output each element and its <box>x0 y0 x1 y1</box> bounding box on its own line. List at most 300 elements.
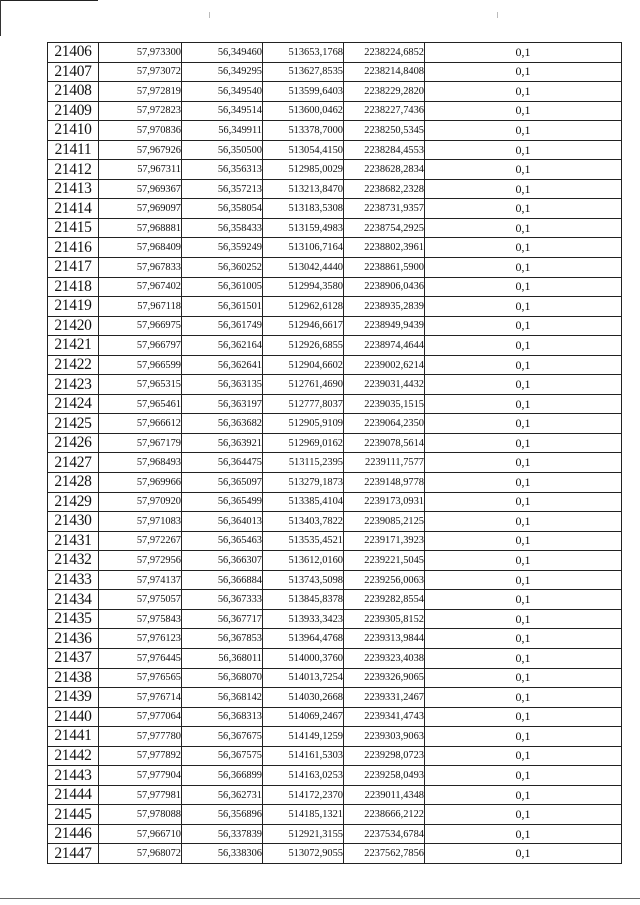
x-coordinate-cell: 513403,7822 <box>263 512 344 532</box>
point-number-cell: 21428 <box>48 473 99 493</box>
table-row <box>48 218 622 238</box>
table-row <box>48 805 622 825</box>
y-coordinate-cell: 2239305,8152 <box>344 609 425 629</box>
accuracy-cell: 0,1 <box>425 746 622 766</box>
x-coordinate-cell: 513612,0160 <box>263 551 344 571</box>
x-coordinate-cell: 512905,9109 <box>263 414 344 434</box>
table-row <box>48 160 622 180</box>
longitude-cell: 56,367575 <box>182 746 263 766</box>
x-coordinate-cell: 513653,1768 <box>263 43 344 63</box>
point-number-cell: 21447 <box>48 844 99 864</box>
latitude-cell: 57,966612 <box>99 414 182 434</box>
table-row <box>48 648 622 668</box>
table-row <box>48 668 622 688</box>
longitude-cell: 56,363197 <box>182 394 263 414</box>
accuracy-cell: 0,1 <box>425 82 622 102</box>
point-number-cell: 21408 <box>48 82 99 102</box>
y-coordinate-cell: 2239323,4038 <box>344 648 425 668</box>
x-coordinate-cell: 514149,1259 <box>263 727 344 747</box>
table-row <box>48 727 622 747</box>
point-number-cell: 21420 <box>48 316 99 336</box>
y-coordinate-cell: 2239002,6214 <box>344 355 425 375</box>
y-coordinate-cell: 2239031,4432 <box>344 375 425 395</box>
x-coordinate-cell: 513183,5308 <box>263 199 344 219</box>
y-coordinate-cell: 2239256,0063 <box>344 570 425 590</box>
y-coordinate-cell: 2239148,9778 <box>344 473 425 493</box>
table-row <box>48 62 622 82</box>
table-row <box>48 414 622 434</box>
point-number-cell: 21407 <box>48 62 99 82</box>
y-coordinate-cell: 2239085,2125 <box>344 512 425 532</box>
accuracy-cell: 0,1 <box>425 824 622 844</box>
table-row <box>48 551 622 571</box>
point-number-cell: 21436 <box>48 629 99 649</box>
longitude-cell: 56,363682 <box>182 414 263 434</box>
scan-edge-line <box>0 898 640 899</box>
latitude-cell: 57,966710 <box>99 824 182 844</box>
y-coordinate-cell: 2239064,2350 <box>344 414 425 434</box>
longitude-cell: 56,356313 <box>182 160 263 180</box>
x-coordinate-cell: 513627,8535 <box>263 62 344 82</box>
point-number-cell: 21410 <box>48 121 99 141</box>
table-row <box>48 277 622 297</box>
latitude-cell: 57,970920 <box>99 492 182 512</box>
longitude-cell: 56,361005 <box>182 277 263 297</box>
point-number-cell: 21438 <box>48 668 99 688</box>
point-number-cell: 21442 <box>48 746 99 766</box>
table-row <box>48 316 622 336</box>
table-row <box>48 179 622 199</box>
latitude-cell: 57,968881 <box>99 218 182 238</box>
point-number-cell: 21415 <box>48 218 99 238</box>
table-row <box>48 140 622 160</box>
point-number-cell: 21411 <box>48 140 99 160</box>
x-coordinate-cell: 512946,6617 <box>263 316 344 336</box>
y-coordinate-cell: 2239313,9844 <box>344 629 425 649</box>
longitude-cell: 56,349295 <box>182 62 263 82</box>
point-number-cell: 21412 <box>48 160 99 180</box>
latitude-cell: 57,965315 <box>99 375 182 395</box>
accuracy-cell: 0,1 <box>425 785 622 805</box>
point-number-cell: 21413 <box>48 179 99 199</box>
x-coordinate-cell: 512777,8037 <box>263 394 344 414</box>
longitude-cell: 56,367853 <box>182 629 263 649</box>
x-coordinate-cell: 514163,0253 <box>263 766 344 786</box>
point-number-cell: 21446 <box>48 824 99 844</box>
longitude-cell: 56,361749 <box>182 316 263 336</box>
longitude-cell: 56,364013 <box>182 512 263 532</box>
table-row <box>48 43 622 63</box>
y-coordinate-cell: 2239341,4743 <box>344 707 425 727</box>
x-coordinate-cell: 513535,4521 <box>263 531 344 551</box>
x-coordinate-cell: 512761,4690 <box>263 375 344 395</box>
x-coordinate-cell: 514013,7254 <box>263 668 344 688</box>
accuracy-cell: 0,1 <box>425 727 622 747</box>
point-number-cell: 21433 <box>48 570 99 590</box>
point-number-cell: 21406 <box>48 43 99 63</box>
x-coordinate-cell: 513213,8470 <box>263 179 344 199</box>
table-row <box>48 707 622 727</box>
y-coordinate-cell: 2238682,2328 <box>344 179 425 199</box>
table-row <box>48 609 622 629</box>
y-coordinate-cell: 2238666,2122 <box>344 805 425 825</box>
point-number-cell: 21439 <box>48 688 99 708</box>
x-coordinate-cell: 513159,4983 <box>263 218 344 238</box>
table-row <box>48 355 622 375</box>
y-coordinate-cell: 2238731,9357 <box>344 199 425 219</box>
longitude-cell: 56,368011 <box>182 648 263 668</box>
latitude-cell: 57,976714 <box>99 688 182 708</box>
latitude-cell: 57,967311 <box>99 160 182 180</box>
table-row <box>48 473 622 493</box>
y-coordinate-cell: 2239258,0493 <box>344 766 425 786</box>
point-number-cell: 21422 <box>48 355 99 375</box>
accuracy-cell: 0,1 <box>425 277 622 297</box>
longitude-cell: 56,360252 <box>182 258 263 278</box>
y-coordinate-cell: 2238906,0436 <box>344 277 425 297</box>
longitude-cell: 56,361501 <box>182 297 263 317</box>
accuracy-cell: 0,1 <box>425 766 622 786</box>
table-row <box>48 433 622 453</box>
accuracy-cell: 0,1 <box>425 609 622 629</box>
x-coordinate-cell: 512985,0029 <box>263 160 344 180</box>
accuracy-cell: 0,1 <box>425 121 622 141</box>
y-coordinate-cell: 2238802,3961 <box>344 238 425 258</box>
latitude-cell: 57,977904 <box>99 766 182 786</box>
scan-edge-line <box>0 0 98 1</box>
y-coordinate-cell: 2239078,5614 <box>344 433 425 453</box>
table-row <box>48 531 622 551</box>
scan-mark <box>209 12 210 18</box>
latitude-cell: 57,975843 <box>99 609 182 629</box>
latitude-cell: 57,966599 <box>99 355 182 375</box>
longitude-cell: 56,366899 <box>182 766 263 786</box>
latitude-cell: 57,972267 <box>99 531 182 551</box>
latitude-cell: 57,968409 <box>99 238 182 258</box>
longitude-cell: 56,365097 <box>182 473 263 493</box>
accuracy-cell: 0,1 <box>425 590 622 610</box>
latitude-cell: 57,972819 <box>99 82 182 102</box>
accuracy-cell: 0,1 <box>425 160 622 180</box>
point-number-cell: 21437 <box>48 648 99 668</box>
accuracy-cell: 0,1 <box>425 707 622 727</box>
x-coordinate-cell: 514172,2370 <box>263 785 344 805</box>
y-coordinate-cell: 2238861,5900 <box>344 258 425 278</box>
point-number-cell: 21444 <box>48 785 99 805</box>
longitude-cell: 56,367717 <box>182 609 263 629</box>
x-coordinate-cell: 514030,2668 <box>263 688 344 708</box>
y-coordinate-cell: 2239282,8554 <box>344 590 425 610</box>
accuracy-cell: 0,1 <box>425 238 622 258</box>
latitude-cell: 57,969367 <box>99 179 182 199</box>
point-number-cell: 21418 <box>48 277 99 297</box>
longitude-cell: 56,349460 <box>182 43 263 63</box>
y-coordinate-cell: 2239298,0723 <box>344 746 425 766</box>
scan-edge-line <box>0 0 1 36</box>
longitude-cell: 56,363135 <box>182 375 263 395</box>
latitude-cell: 57,977064 <box>99 707 182 727</box>
longitude-cell: 56,367333 <box>182 590 263 610</box>
accuracy-cell: 0,1 <box>425 199 622 219</box>
point-number-cell: 21416 <box>48 238 99 258</box>
accuracy-cell: 0,1 <box>425 512 622 532</box>
y-coordinate-cell: 2239326,9065 <box>344 668 425 688</box>
longitude-cell: 56,366884 <box>182 570 263 590</box>
longitude-cell: 56,337839 <box>182 824 263 844</box>
table-row <box>48 746 622 766</box>
accuracy-cell: 0,1 <box>425 394 622 414</box>
table-row <box>48 82 622 102</box>
accuracy-cell: 0,1 <box>425 414 622 434</box>
point-number-cell: 21435 <box>48 609 99 629</box>
point-number-cell: 21423 <box>48 375 99 395</box>
latitude-cell: 57,967402 <box>99 277 182 297</box>
latitude-cell: 57,969097 <box>99 199 182 219</box>
latitude-cell: 57,973300 <box>99 43 182 63</box>
y-coordinate-cell: 2238754,2925 <box>344 218 425 238</box>
y-coordinate-cell: 2239331,2467 <box>344 688 425 708</box>
latitude-cell: 57,976123 <box>99 629 182 649</box>
accuracy-cell: 0,1 <box>425 531 622 551</box>
y-coordinate-cell: 2238214,8408 <box>344 62 425 82</box>
longitude-cell: 56,367675 <box>182 727 263 747</box>
table-row <box>48 688 622 708</box>
x-coordinate-cell: 513933,3423 <box>263 609 344 629</box>
table-row <box>48 629 622 649</box>
point-number-cell: 21419 <box>48 297 99 317</box>
table-row <box>48 453 622 473</box>
accuracy-cell: 0,1 <box>425 336 622 356</box>
point-number-cell: 21409 <box>48 101 99 121</box>
longitude-cell: 56,349540 <box>182 82 263 102</box>
table-row <box>48 512 622 532</box>
accuracy-cell: 0,1 <box>425 43 622 63</box>
table-row <box>48 766 622 786</box>
y-coordinate-cell: 2238935,2839 <box>344 297 425 317</box>
x-coordinate-cell: 512921,3155 <box>263 824 344 844</box>
y-coordinate-cell: 2239303,9063 <box>344 727 425 747</box>
latitude-cell: 57,977892 <box>99 746 182 766</box>
y-coordinate-cell: 2237562,7856 <box>344 844 425 864</box>
longitude-cell: 56,350500 <box>182 140 263 160</box>
accuracy-cell: 0,1 <box>425 297 622 317</box>
accuracy-cell: 0,1 <box>425 492 622 512</box>
longitude-cell: 56,356896 <box>182 805 263 825</box>
y-coordinate-cell: 2238628,2834 <box>344 160 425 180</box>
latitude-cell: 57,965461 <box>99 394 182 414</box>
x-coordinate-cell: 513599,6403 <box>263 82 344 102</box>
accuracy-cell: 0,1 <box>425 453 622 473</box>
point-number-cell: 21441 <box>48 727 99 747</box>
latitude-cell: 57,967833 <box>99 258 182 278</box>
point-number-cell: 21417 <box>48 258 99 278</box>
y-coordinate-cell: 2237534,6784 <box>344 824 425 844</box>
latitude-cell: 57,966975 <box>99 316 182 336</box>
table-row <box>48 394 622 414</box>
y-coordinate-cell: 2239111,7577 <box>344 453 425 473</box>
y-coordinate-cell: 2239035,1515 <box>344 394 425 414</box>
accuracy-cell: 0,1 <box>425 62 622 82</box>
table-row <box>48 101 622 121</box>
longitude-cell: 56,358054 <box>182 199 263 219</box>
accuracy-cell: 0,1 <box>425 473 622 493</box>
x-coordinate-cell: 513279,1873 <box>263 473 344 493</box>
table-row <box>48 375 622 395</box>
x-coordinate-cell: 513072,9055 <box>263 844 344 864</box>
y-coordinate-cell: 2238974,4644 <box>344 336 425 356</box>
table-row <box>48 844 622 864</box>
y-coordinate-cell: 2238250,5345 <box>344 121 425 141</box>
latitude-cell: 57,978088 <box>99 805 182 825</box>
point-number-cell: 21425 <box>48 414 99 434</box>
latitude-cell: 57,977780 <box>99 727 182 747</box>
point-number-cell: 21445 <box>48 805 99 825</box>
table-row <box>48 199 622 219</box>
accuracy-cell: 0,1 <box>425 648 622 668</box>
table-row <box>48 336 622 356</box>
latitude-cell: 57,968072 <box>99 844 182 864</box>
x-coordinate-cell: 513385,4104 <box>263 492 344 512</box>
x-coordinate-cell: 512994,3580 <box>263 277 344 297</box>
longitude-cell: 56,349911 <box>182 121 263 141</box>
y-coordinate-cell: 2238224,6852 <box>344 43 425 63</box>
table-row <box>48 590 622 610</box>
latitude-cell: 57,967118 <box>99 297 182 317</box>
latitude-cell: 57,966797 <box>99 336 182 356</box>
coordinates-table <box>47 42 622 864</box>
y-coordinate-cell: 2238227,7436 <box>344 101 425 121</box>
accuracy-cell: 0,1 <box>425 805 622 825</box>
longitude-cell: 56,338306 <box>182 844 263 864</box>
x-coordinate-cell: 512904,6602 <box>263 355 344 375</box>
table-row <box>48 238 622 258</box>
x-coordinate-cell: 514069,2467 <box>263 707 344 727</box>
point-number-cell: 21440 <box>48 707 99 727</box>
point-number-cell: 21429 <box>48 492 99 512</box>
point-number-cell: 21414 <box>48 199 99 219</box>
point-number-cell: 21434 <box>48 590 99 610</box>
x-coordinate-cell: 513964,4768 <box>263 629 344 649</box>
point-number-cell: 21430 <box>48 512 99 532</box>
latitude-cell: 57,969966 <box>99 473 182 493</box>
table-row <box>48 121 622 141</box>
latitude-cell: 57,967926 <box>99 140 182 160</box>
x-coordinate-cell: 514185,1321 <box>263 805 344 825</box>
latitude-cell: 57,972956 <box>99 551 182 571</box>
point-number-cell: 21426 <box>48 433 99 453</box>
table-body <box>48 43 622 864</box>
x-coordinate-cell: 512969,0162 <box>263 433 344 453</box>
latitude-cell: 57,974137 <box>99 570 182 590</box>
x-coordinate-cell: 513600,0462 <box>263 101 344 121</box>
latitude-cell: 57,973072 <box>99 62 182 82</box>
table-row <box>48 297 622 317</box>
x-coordinate-cell: 513378,7000 <box>263 121 344 141</box>
longitude-cell: 56,362164 <box>182 336 263 356</box>
latitude-cell: 57,976445 <box>99 648 182 668</box>
accuracy-cell: 0,1 <box>425 316 622 336</box>
table-row <box>48 492 622 512</box>
longitude-cell: 56,365499 <box>182 492 263 512</box>
x-coordinate-cell: 514161,5303 <box>263 746 344 766</box>
y-coordinate-cell: 2239171,3923 <box>344 531 425 551</box>
table-row <box>48 570 622 590</box>
longitude-cell: 56,365463 <box>182 531 263 551</box>
x-coordinate-cell: 513042,4440 <box>263 258 344 278</box>
x-coordinate-cell: 514000,3760 <box>263 648 344 668</box>
accuracy-cell: 0,1 <box>425 355 622 375</box>
x-coordinate-cell: 513115,2395 <box>263 453 344 473</box>
longitude-cell: 56,362641 <box>182 355 263 375</box>
longitude-cell: 56,358433 <box>182 218 263 238</box>
x-coordinate-cell: 513106,7164 <box>263 238 344 258</box>
latitude-cell: 57,967179 <box>99 433 182 453</box>
x-coordinate-cell: 512962,6128 <box>263 297 344 317</box>
accuracy-cell: 0,1 <box>425 179 622 199</box>
latitude-cell: 57,975057 <box>99 590 182 610</box>
x-coordinate-cell: 512926,6855 <box>263 336 344 356</box>
x-coordinate-cell: 513743,5098 <box>263 570 344 590</box>
accuracy-cell: 0,1 <box>425 258 622 278</box>
point-number-cell: 21424 <box>48 394 99 414</box>
accuracy-cell: 0,1 <box>425 570 622 590</box>
y-coordinate-cell: 2239011,4348 <box>344 785 425 805</box>
longitude-cell: 56,357213 <box>182 179 263 199</box>
accuracy-cell: 0,1 <box>425 551 622 571</box>
point-number-cell: 21443 <box>48 766 99 786</box>
y-coordinate-cell: 2238284,4553 <box>344 140 425 160</box>
y-coordinate-cell: 2239221,5045 <box>344 551 425 571</box>
y-coordinate-cell: 2238229,2820 <box>344 82 425 102</box>
longitude-cell: 56,362731 <box>182 785 263 805</box>
x-coordinate-cell: 513054,4150 <box>263 140 344 160</box>
longitude-cell: 56,363921 <box>182 433 263 453</box>
latitude-cell: 57,977981 <box>99 785 182 805</box>
point-number-cell: 21431 <box>48 531 99 551</box>
latitude-cell: 57,970836 <box>99 121 182 141</box>
point-number-cell: 21427 <box>48 453 99 473</box>
accuracy-cell: 0,1 <box>425 668 622 688</box>
longitude-cell: 56,368313 <box>182 707 263 727</box>
table-row <box>48 258 622 278</box>
accuracy-cell: 0,1 <box>425 140 622 160</box>
accuracy-cell: 0,1 <box>425 629 622 649</box>
accuracy-cell: 0,1 <box>425 433 622 453</box>
accuracy-cell: 0,1 <box>425 844 622 864</box>
longitude-cell: 56,366307 <box>182 551 263 571</box>
accuracy-cell: 0,1 <box>425 218 622 238</box>
point-number-cell: 21421 <box>48 336 99 356</box>
accuracy-cell: 0,1 <box>425 375 622 395</box>
longitude-cell: 56,364475 <box>182 453 263 473</box>
y-coordinate-cell: 2239173,0931 <box>344 492 425 512</box>
longitude-cell: 56,359249 <box>182 238 263 258</box>
x-coordinate-cell: 513845,8378 <box>263 590 344 610</box>
longitude-cell: 56,368142 <box>182 688 263 708</box>
point-number-cell: 21432 <box>48 551 99 571</box>
y-coordinate-cell: 2238949,9439 <box>344 316 425 336</box>
longitude-cell: 56,368070 <box>182 668 263 688</box>
accuracy-cell: 0,1 <box>425 688 622 708</box>
latitude-cell: 57,972823 <box>99 101 182 121</box>
latitude-cell: 57,968493 <box>99 453 182 473</box>
latitude-cell: 57,976565 <box>99 668 182 688</box>
table-row <box>48 824 622 844</box>
scan-mark <box>497 12 498 18</box>
latitude-cell: 57,971083 <box>99 512 182 532</box>
accuracy-cell: 0,1 <box>425 101 622 121</box>
table-row <box>48 785 622 805</box>
